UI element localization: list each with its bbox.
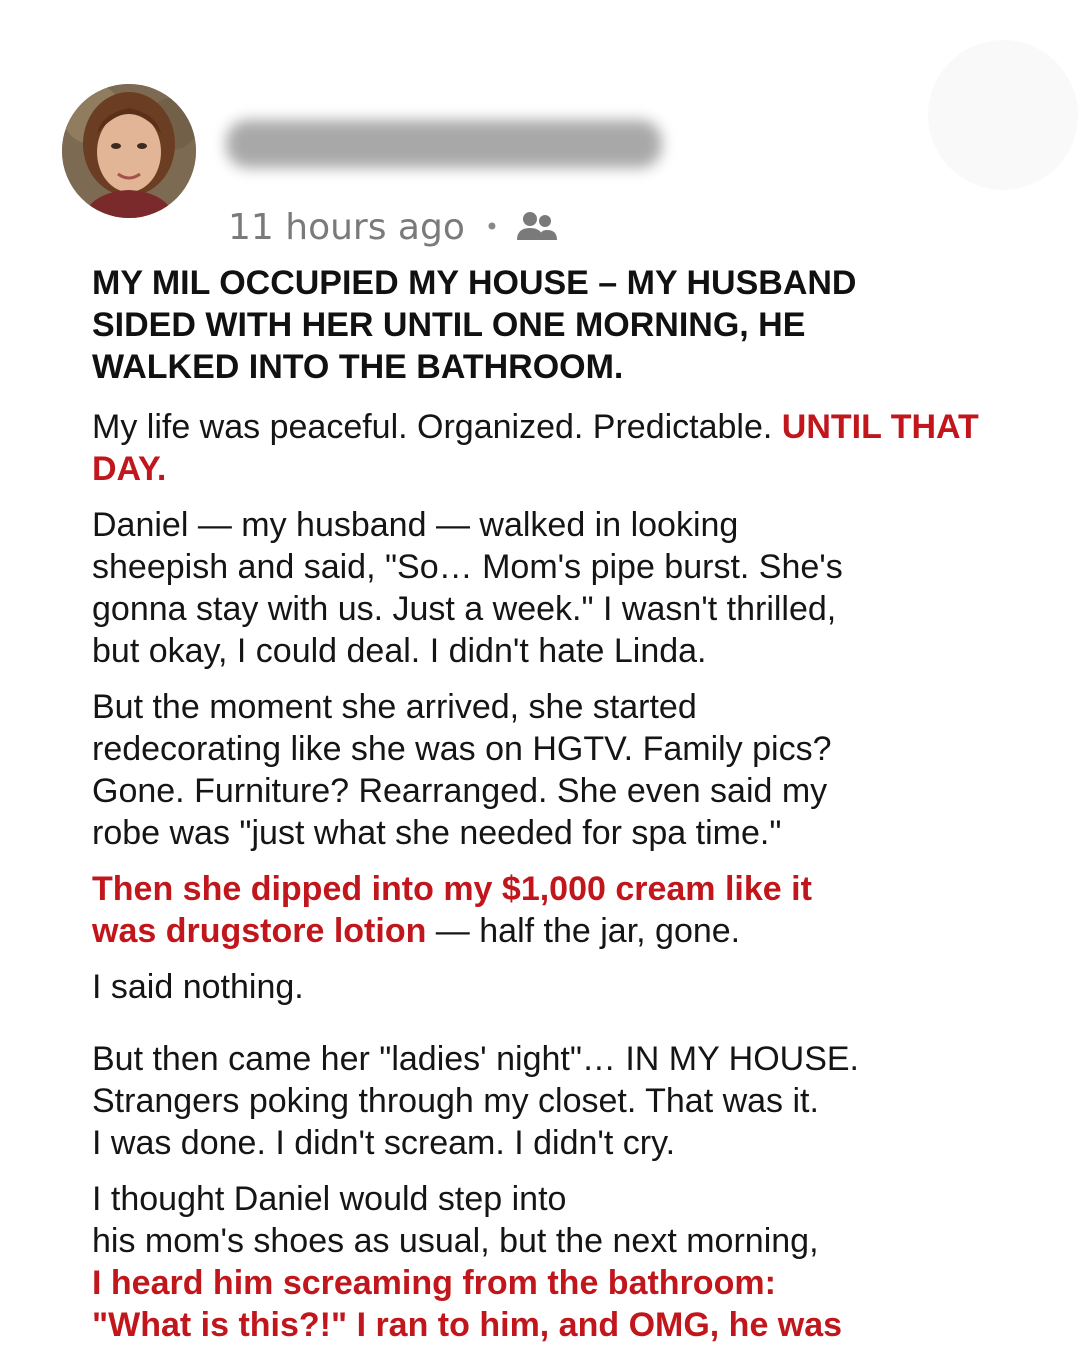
paragraph-5: I said nothing.: [92, 968, 304, 1006]
highlight-line: "What is this?!" I ran to him, and OMG, he was: [92, 1306, 843, 1344]
paragraph-line: I was done. I didn't scream. I didn't cry.: [92, 1124, 676, 1162]
paragraph-line: but okay, I could deal. I didn't hate Linda.: [92, 632, 707, 670]
paragraph-1: [92, 406, 1032, 490]
corner-decoration: [928, 40, 1078, 190]
post-meta: [228, 204, 559, 250]
post-headline: [92, 262, 1032, 388]
paragraph-line: Gone. Furniture? Rearranged. She even said my: [92, 772, 828, 810]
paragraph-3: [92, 686, 1032, 854]
headline-line: WALKED INTO THE BATHROOM.: [92, 348, 624, 386]
paragraph-line: his mom's shoes as usual, but the next morning,: [92, 1222, 819, 1260]
highlight-line: I heard him screaming from the bathroom:: [92, 1264, 776, 1302]
timestamp[interactable]: 11 hours ago: [228, 206, 465, 248]
author-avatar[interactable]: [62, 84, 196, 218]
post-body: [92, 262, 1032, 1360]
paragraph-text: My life was peaceful. Organized. Predictable.: [92, 408, 782, 446]
meta-separator: •: [484, 213, 500, 241]
headline-line: SIDED WITH HER UNTIL ONE MORNING, HE: [92, 306, 806, 344]
paragraph-4: [92, 868, 1032, 952]
paragraph-line: redecorating like she was on HGTV. Family pics?: [92, 730, 832, 768]
paragraph-line: But the moment she arrived, she started: [92, 688, 697, 726]
friends-icon: [515, 210, 559, 244]
paragraph-line: gonna stay with us. Just a week." I wasn't thrilled,: [92, 590, 837, 628]
paragraph-2: [92, 504, 1032, 672]
paragraph-line: Strangers poking through my closet. That was it.: [92, 1082, 819, 1120]
paragraph-line: I thought Daniel would step into: [92, 1180, 567, 1218]
profile-photo-icon: [62, 84, 196, 218]
paragraph-6: [92, 1038, 1032, 1164]
highlight-text: was drugstore lotion: [92, 912, 427, 950]
paragraph-7: [92, 1178, 1032, 1346]
highlight-line: Then she dipped into my $1,000 cream like it: [92, 870, 812, 908]
headline-line: MY MIL OCCUPIED MY HOUSE – MY HUSBAND: [92, 264, 857, 302]
paragraph-text: — half the jar, gone.: [426, 912, 741, 950]
paragraph-line: sheepish and said, "So… Mom's pipe burst. She's: [92, 548, 843, 586]
paragraph-line: But then came her "ladies' night"… IN MY HOUSE.: [92, 1040, 859, 1078]
author-name-blurred[interactable]: [226, 120, 662, 168]
paragraph-line: robe was "just what she needed for spa time.": [92, 814, 782, 852]
highlight-text: UNTIL THAT DAY.: [92, 408, 979, 488]
paragraph-line: Daniel — my husband — walked in looking: [92, 506, 739, 544]
